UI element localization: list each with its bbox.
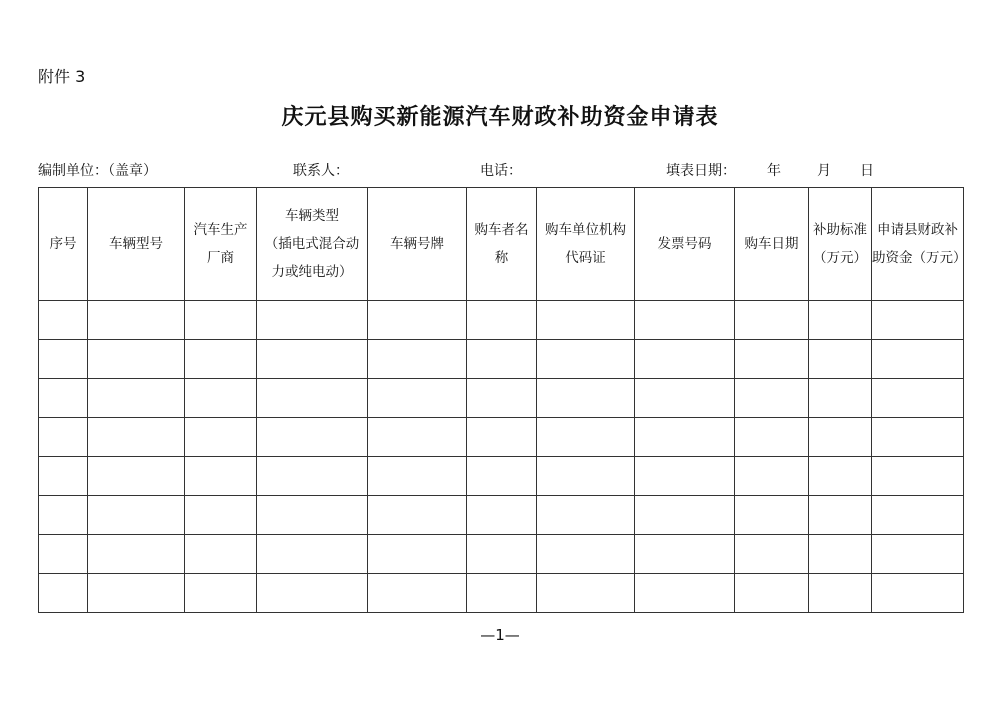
cell-invoice-number[interactable] [635, 496, 735, 535]
column-header-line: 购车日期 [744, 236, 799, 252]
cell-invoice-number[interactable] [635, 457, 735, 496]
cell-purchase-date[interactable] [735, 340, 809, 379]
cell-vehicle-type[interactable] [257, 457, 368, 496]
cell-seq[interactable] [39, 457, 88, 496]
cell-manufacturer[interactable] [185, 340, 257, 379]
column-header-plate-number [368, 188, 467, 301]
cell-manufacturer[interactable] [185, 535, 257, 574]
cell-vehicle-type[interactable] [257, 574, 368, 613]
cell-buyer-name[interactable] [467, 340, 537, 379]
column-header-line: （插电式混合动 [264, 236, 360, 252]
cell-subsidy-standard[interactable] [809, 535, 872, 574]
cell-purchase-date[interactable] [735, 574, 809, 613]
column-header-purchase-date [735, 188, 809, 301]
cell-invoice-number[interactable] [635, 574, 735, 613]
cell-plate-number[interactable] [368, 379, 467, 418]
cell-vehicle-model[interactable] [88, 418, 185, 457]
cell-seq[interactable] [39, 340, 88, 379]
table-header-row [39, 188, 964, 301]
column-header-vehicle-model [88, 188, 185, 301]
column-header-line: 助资金（万元） [872, 250, 967, 266]
cell-org-code[interactable] [537, 496, 635, 535]
page-number: —1— [480, 626, 520, 644]
cell-subsidy-standard[interactable] [809, 301, 872, 340]
page-title: 庆元县购买新能源汽车财政补助资金申请表 [281, 105, 719, 130]
column-header-line: 车辆号牌 [390, 236, 444, 252]
cell-vehicle-type[interactable] [257, 379, 368, 418]
cell-buyer-name[interactable] [467, 574, 537, 613]
year-label: 年 [767, 163, 781, 179]
cell-vehicle-type[interactable] [257, 496, 368, 535]
cell-seq[interactable] [39, 535, 88, 574]
column-header-subsidy-standard [809, 188, 872, 301]
column-header-line: 厂商 [207, 250, 234, 266]
cell-vehicle-model[interactable] [88, 379, 185, 418]
cell-purchase-date[interactable] [735, 418, 809, 457]
day-label: 日 [860, 163, 874, 179]
cell-county-fund[interactable] [872, 379, 964, 418]
cell-manufacturer[interactable] [185, 301, 257, 340]
cell-vehicle-model[interactable] [88, 457, 185, 496]
cell-plate-number[interactable] [368, 301, 467, 340]
cell-seq[interactable] [39, 301, 88, 340]
fill-date-label: 填表日期： [666, 163, 736, 179]
cell-vehicle-model[interactable] [88, 574, 185, 613]
cell-vehicle-type[interactable] [257, 418, 368, 457]
cell-subsidy-standard[interactable] [809, 418, 872, 457]
cell-vehicle-type[interactable] [257, 535, 368, 574]
cell-invoice-number[interactable] [635, 535, 735, 574]
column-header-line: 汽车生产 [193, 222, 248, 238]
column-header-county-fund [872, 188, 967, 301]
cell-buyer-name[interactable] [467, 379, 537, 418]
column-header-line: 购车单位机构 [545, 222, 626, 238]
cell-plate-number[interactable] [368, 574, 467, 613]
month-label: 月 [817, 163, 831, 179]
table-row [39, 340, 964, 379]
attachment-label: 附件 3 [38, 67, 86, 86]
cell-subsidy-standard[interactable] [809, 340, 872, 379]
cell-org-code[interactable] [537, 301, 635, 340]
column-header-line: 申请县财政补 [877, 222, 958, 238]
cell-invoice-number[interactable] [635, 418, 735, 457]
cell-manufacturer[interactable] [185, 379, 257, 418]
table-row [39, 418, 964, 457]
application-table [38, 187, 967, 613]
column-header-line: 发票号码 [657, 236, 712, 252]
column-header-vehicle-type [257, 188, 368, 301]
table-row [39, 496, 964, 535]
column-header-line: 车辆型号 [109, 236, 163, 252]
cell-org-code[interactable] [537, 457, 635, 496]
table-row [39, 535, 964, 574]
cell-buyer-name[interactable] [467, 457, 537, 496]
cell-buyer-name[interactable] [467, 535, 537, 574]
cell-seq[interactable] [39, 379, 88, 418]
cell-seq[interactable] [39, 496, 88, 535]
table-row [39, 379, 964, 418]
cell-buyer-name[interactable] [467, 301, 537, 340]
cell-vehicle-model[interactable] [88, 301, 185, 340]
table-row [39, 574, 964, 613]
compiling-unit-label: 编制单位：（盖章） [38, 163, 157, 179]
cell-subsidy-standard[interactable] [809, 574, 872, 613]
cell-seq[interactable] [39, 418, 88, 457]
column-header-org-code [537, 188, 635, 301]
cell-manufacturer[interactable] [185, 457, 257, 496]
contact-person-label: 联系人： [293, 163, 349, 179]
column-header-line: 力或纯电动） [271, 264, 353, 280]
cell-county-fund[interactable] [872, 496, 964, 535]
cell-purchase-date[interactable] [735, 496, 809, 535]
column-header-manufacturer [185, 188, 257, 301]
table-body [39, 301, 964, 613]
cell-plate-number[interactable] [368, 340, 467, 379]
cell-vehicle-type[interactable] [257, 301, 368, 340]
column-header-seq [39, 188, 88, 301]
cell-vehicle-model[interactable] [88, 340, 185, 379]
cell-subsidy-standard[interactable] [809, 496, 872, 535]
cell-county-fund[interactable] [872, 418, 964, 457]
column-header-buyer-name [467, 188, 537, 301]
cell-plate-number[interactable] [368, 535, 467, 574]
cell-purchase-date[interactable] [735, 535, 809, 574]
cell-subsidy-standard[interactable] [809, 457, 872, 496]
cell-plate-number[interactable] [368, 457, 467, 496]
column-header-line: （万元） [813, 250, 867, 266]
column-header-invoice-number [635, 188, 735, 301]
cell-invoice-number[interactable] [635, 340, 735, 379]
cell-county-fund[interactable] [872, 574, 964, 613]
cell-org-code[interactable] [537, 340, 635, 379]
cell-subsidy-standard[interactable] [809, 379, 872, 418]
cell-vehicle-model[interactable] [88, 496, 185, 535]
cell-org-code[interactable] [537, 418, 635, 457]
cell-invoice-number[interactable] [635, 301, 735, 340]
cell-purchase-date[interactable] [735, 379, 809, 418]
cell-buyer-name[interactable] [467, 496, 537, 535]
cell-manufacturer[interactable] [185, 574, 257, 613]
cell-seq[interactable] [39, 574, 88, 613]
column-header-line: 序号 [49, 236, 77, 252]
table-row [39, 457, 964, 496]
cell-manufacturer[interactable] [185, 496, 257, 535]
cell-org-code[interactable] [537, 535, 635, 574]
cell-invoice-number[interactable] [635, 379, 735, 418]
cell-plate-number[interactable] [368, 496, 467, 535]
column-header-line: 购车者名 [474, 222, 529, 238]
phone-label: 电话： [480, 163, 522, 179]
cell-county-fund[interactable] [872, 535, 964, 574]
column-header-line: 称 [494, 250, 509, 266]
cell-manufacturer[interactable] [185, 418, 257, 457]
cell-org-code[interactable] [537, 379, 635, 418]
cell-vehicle-model[interactable] [88, 535, 185, 574]
cell-plate-number[interactable] [368, 418, 467, 457]
cell-purchase-date[interactable] [735, 457, 809, 496]
cell-county-fund[interactable] [872, 340, 964, 379]
cell-county-fund[interactable] [872, 457, 964, 496]
cell-county-fund[interactable] [872, 301, 964, 340]
cell-buyer-name[interactable] [467, 418, 537, 457]
table-row [39, 301, 964, 340]
cell-vehicle-type[interactable] [257, 340, 368, 379]
cell-purchase-date[interactable] [735, 301, 809, 340]
column-header-line: 补助标准 [813, 222, 867, 238]
column-header-line: 车辆类型 [285, 208, 339, 224]
column-header-line: 代码证 [565, 250, 606, 266]
cell-org-code[interactable] [537, 574, 635, 613]
